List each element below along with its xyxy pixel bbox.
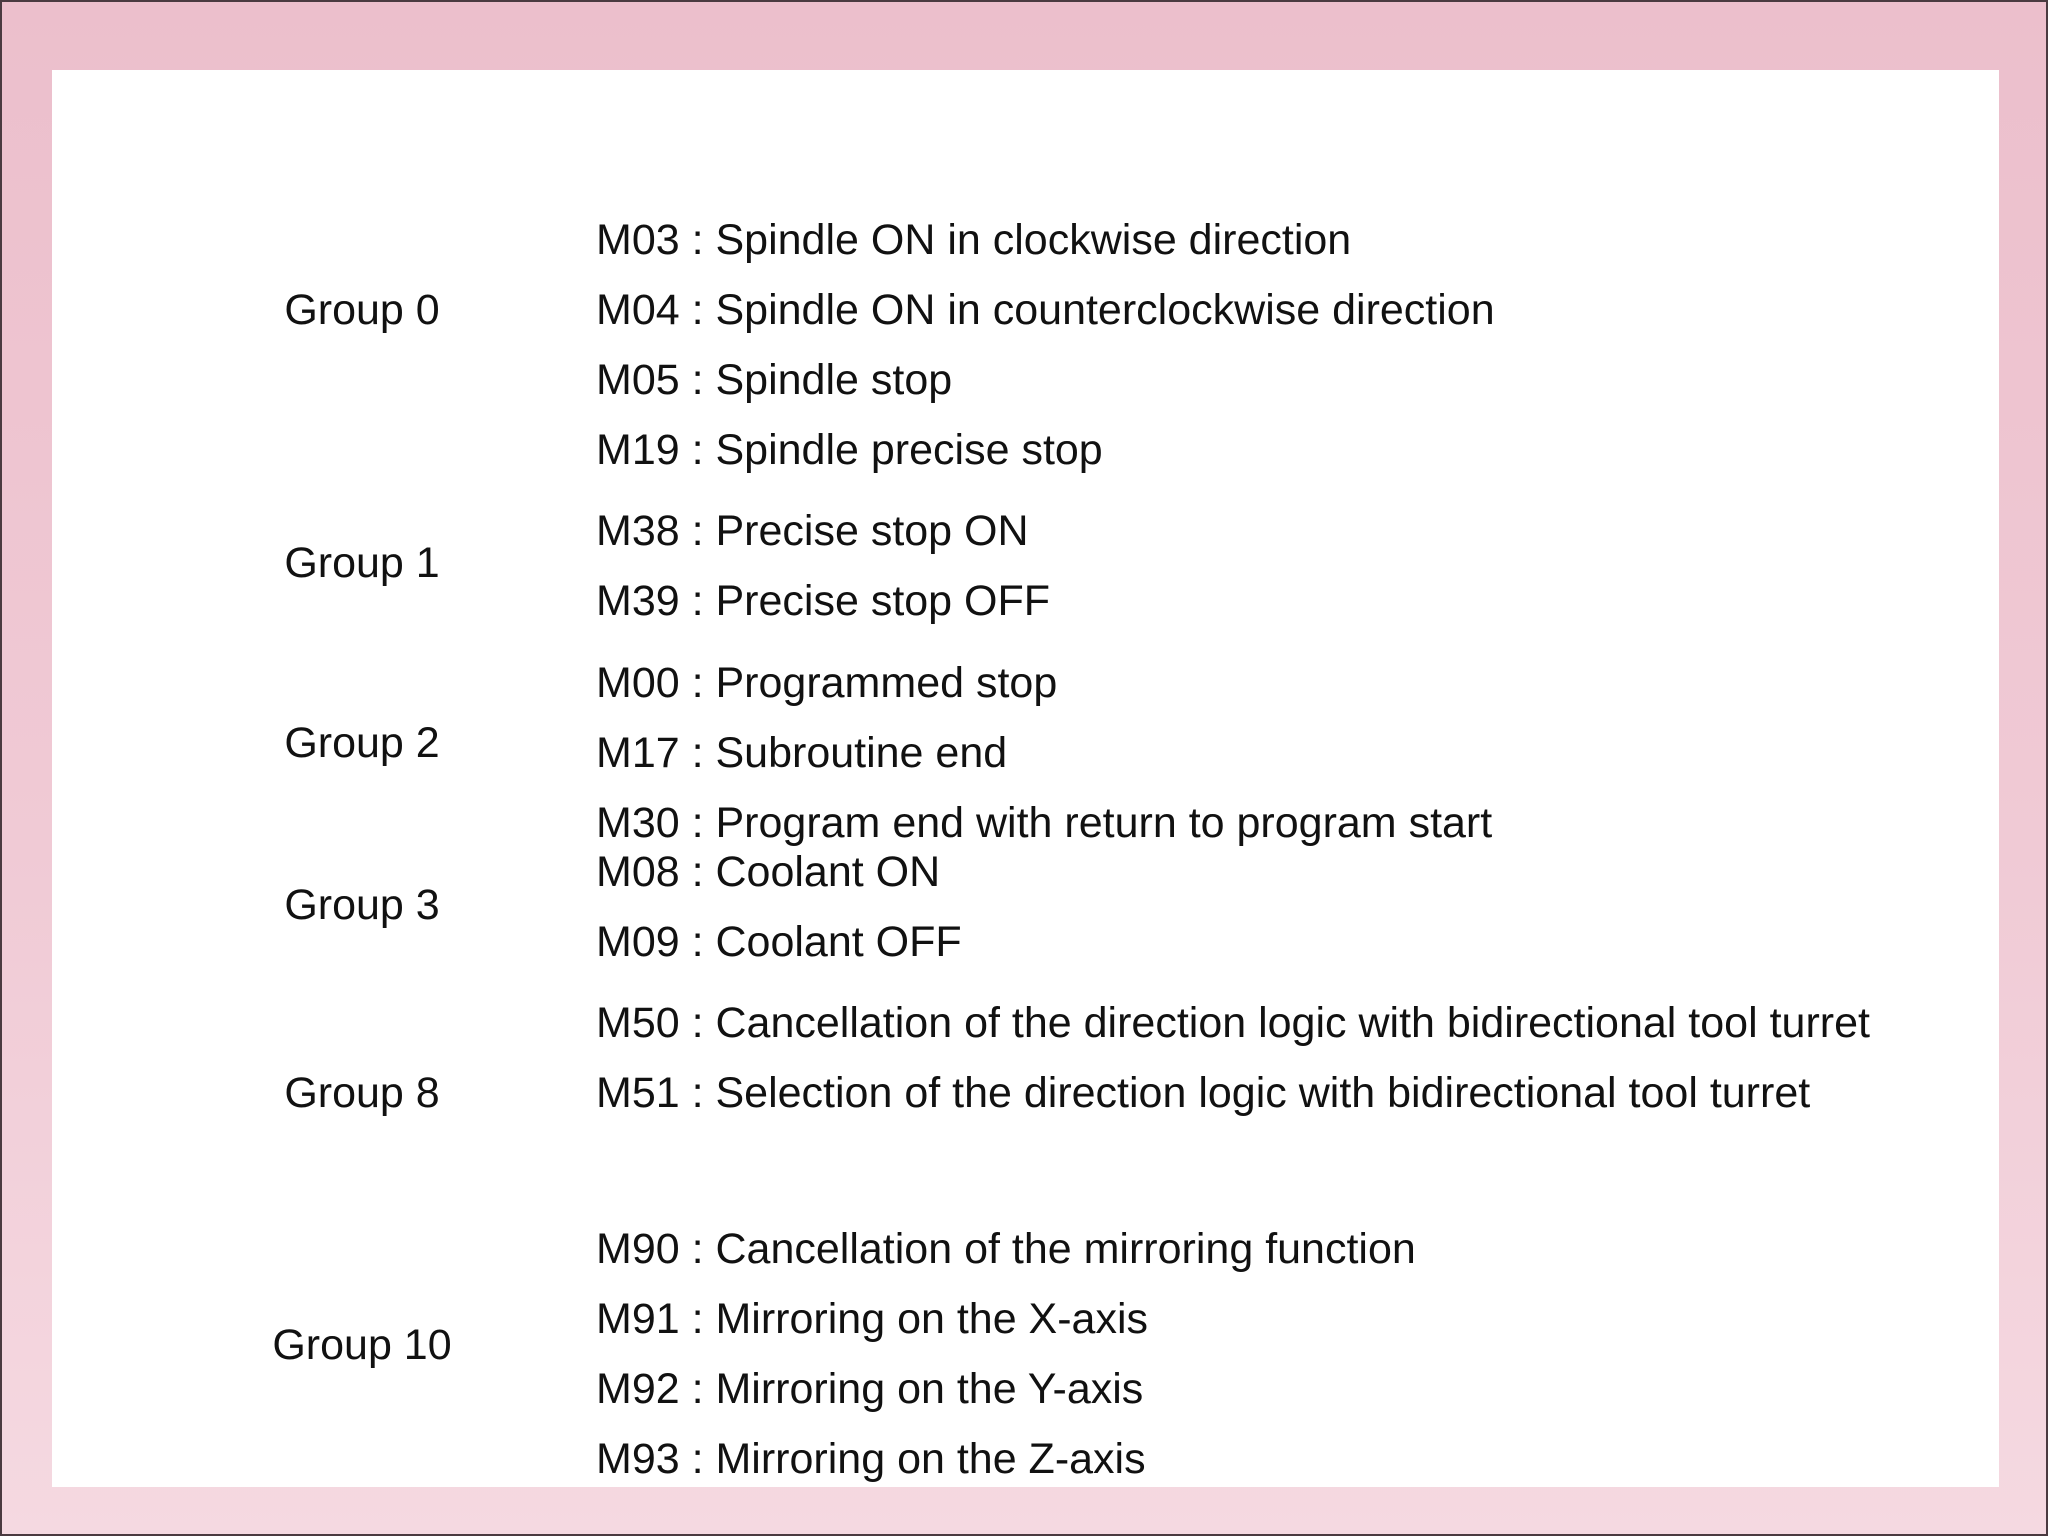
code-item: M93 : Mirroring on the Z-axis (596, 1435, 1146, 1483)
code-item: M39 : Precise stop OFF (596, 577, 1051, 625)
code-item: M00 : Programmed stop (596, 659, 1058, 707)
code-list (596, 205, 1936, 485)
code-item: M03 : Spindle ON in clockwise direction (596, 216, 1352, 264)
code-list (596, 648, 1936, 858)
code-item: M90 : Cancellation of the mirroring function (596, 1225, 1416, 1273)
code-item: M04 : Spindle ON in counterclockwise direction (596, 286, 1495, 334)
group-label: Group 2 (284, 719, 440, 767)
group-label: Group 0 (284, 286, 440, 334)
code-list (596, 988, 1936, 1128)
code-item: M09 : Coolant OFF (596, 918, 962, 966)
group-label: Group 8 (284, 1069, 440, 1117)
group-label: Group 3 (284, 881, 440, 929)
code-item: M17 : Subroutine end (596, 729, 1008, 777)
code-item: M05 : Spindle stop (596, 356, 953, 404)
group-label: Group 10 (272, 1321, 452, 1369)
code-item: M51 : Selection of the direction logic with bidirectional tool turret (596, 1069, 1811, 1117)
code-list (596, 837, 1936, 977)
code-item: M19 : Spindle precise stop (596, 426, 1103, 474)
content-panel (52, 70, 1999, 1487)
code-list (596, 496, 1936, 636)
code-item: M30 : Program end with return to program start (596, 799, 1493, 847)
code-item: M38 : Precise stop ON (596, 507, 1029, 555)
code-list (596, 1214, 1936, 1494)
group-label: Group 1 (284, 539, 440, 587)
code-item: M50 : Cancellation of the direction logic with bidirectional tool turret (596, 999, 1870, 1047)
code-item: M08 : Coolant ON (596, 848, 941, 896)
code-item: M91 : Mirroring on the X-axis (596, 1295, 1149, 1343)
code-item: M92 : Mirroring on the Y-axis (596, 1365, 1144, 1413)
